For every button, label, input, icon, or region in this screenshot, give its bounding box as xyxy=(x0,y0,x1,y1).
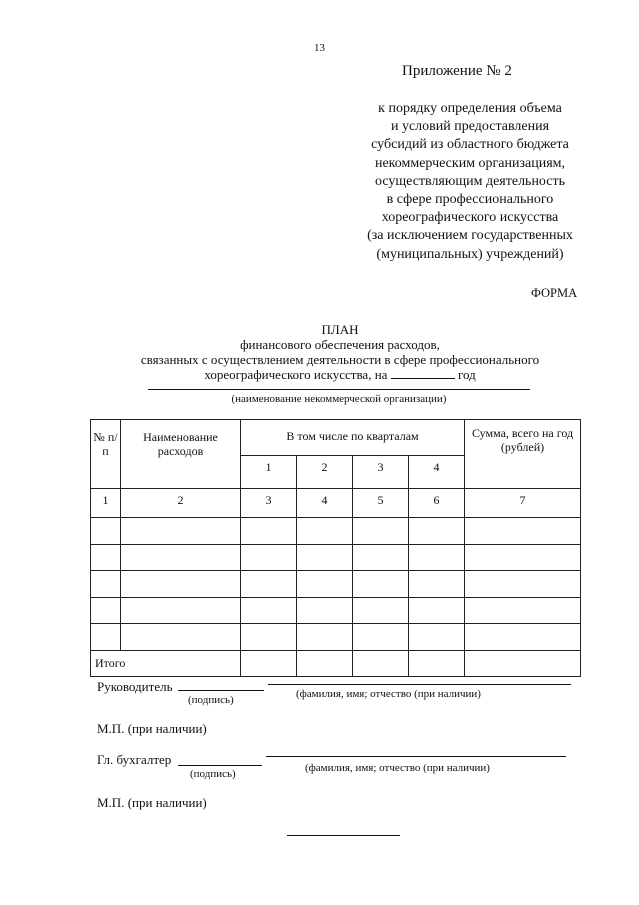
index-cell: 2 xyxy=(121,489,241,518)
total-label: Итого xyxy=(91,650,241,676)
table-cell[interactable] xyxy=(91,518,121,545)
table-cell[interactable] xyxy=(241,571,297,598)
table-cell[interactable] xyxy=(465,624,581,651)
form-label: ФОРМА xyxy=(531,286,578,300)
table-cell[interactable] xyxy=(297,624,353,651)
table-cell[interactable] xyxy=(297,544,353,571)
table-cell[interactable] xyxy=(297,597,353,624)
table-cell[interactable] xyxy=(409,571,465,598)
order-line: к порядку определения объема xyxy=(378,101,562,116)
plan-line-2: связанных с осуществлением деятельности в сфере профессионального xyxy=(140,352,540,367)
index-cell: 7 xyxy=(465,489,581,518)
table-cell[interactable] xyxy=(297,571,353,598)
organization-name-caption: (наименование некоммерческой организации) xyxy=(231,393,447,405)
table-cell[interactable] xyxy=(241,650,297,676)
table-cell[interactable] xyxy=(353,544,409,571)
accountant-name-line[interactable] xyxy=(266,756,566,757)
accountant-signature-line[interactable] xyxy=(178,765,262,766)
header-quarter-4: 4 xyxy=(409,456,465,489)
table-cell[interactable] xyxy=(91,597,121,624)
table-cell[interactable] xyxy=(465,571,581,598)
table-cell[interactable] xyxy=(353,597,409,624)
page-number: 13 xyxy=(314,42,325,54)
order-line: осуществляющим деятельность xyxy=(374,173,566,189)
header-quarter-3: 3 xyxy=(353,456,409,489)
head-signature-line[interactable] xyxy=(178,690,264,691)
table-cell[interactable] xyxy=(353,650,409,676)
head-name-caption: (фамилия, имя; отчество (при наличии) xyxy=(296,688,481,700)
order-line: (муниципальных) учреждений) xyxy=(376,246,564,262)
plan-line-3-prefix: хореографического искусства, на xyxy=(204,367,388,382)
order-line: хореографического искусства xyxy=(381,210,559,226)
header-quarter-1: 1 xyxy=(241,456,297,489)
plan-line-3 xyxy=(100,367,580,382)
table-cell[interactable] xyxy=(409,518,465,545)
header-number: № п/п xyxy=(91,420,121,489)
table-row xyxy=(91,624,581,651)
order-line: некоммерческим организациям, xyxy=(374,155,566,171)
table-cell[interactable] xyxy=(353,624,409,651)
appendix-title: Приложение № 2 xyxy=(402,63,512,79)
order-line: (за исключением государственных xyxy=(367,228,573,244)
order-reference xyxy=(320,100,620,264)
plan-title: ПЛАН xyxy=(321,322,359,337)
closing-divider xyxy=(287,835,400,836)
table-cell[interactable] xyxy=(353,518,409,545)
seal-note-2: М.П. (при наличии) xyxy=(97,795,207,810)
table-cell[interactable] xyxy=(465,544,581,571)
table-cell[interactable] xyxy=(409,544,465,571)
order-line: субсидий из областного бюджета xyxy=(371,137,569,153)
table-cell[interactable] xyxy=(91,544,121,571)
table-cell[interactable] xyxy=(465,518,581,545)
index-cell: 3 xyxy=(241,489,297,518)
header-quarters: В том числе по кварталам xyxy=(241,420,465,456)
table-cell[interactable] xyxy=(91,571,121,598)
table-cell[interactable] xyxy=(465,597,581,624)
table-cell[interactable] xyxy=(241,624,297,651)
total-row xyxy=(91,650,581,676)
table-cell[interactable] xyxy=(297,650,353,676)
index-cell: 6 xyxy=(409,489,465,518)
table-cell[interactable] xyxy=(353,571,409,598)
head-name-line[interactable] xyxy=(268,684,571,685)
table-row xyxy=(91,571,581,598)
table-cell[interactable] xyxy=(121,544,241,571)
header-expense-name: Наименование расходов xyxy=(121,420,241,489)
table-cell[interactable] xyxy=(409,624,465,651)
table-cell[interactable] xyxy=(121,571,241,598)
table-row xyxy=(91,544,581,571)
accountant-label: Гл. бухгалтер xyxy=(97,752,172,767)
table-cell[interactable] xyxy=(241,544,297,571)
table-cell[interactable] xyxy=(241,597,297,624)
accountant-signature-caption: (подпись) xyxy=(190,768,236,780)
table-cell[interactable] xyxy=(409,650,465,676)
table-cell[interactable] xyxy=(121,518,241,545)
header-quarter-2: 2 xyxy=(297,456,353,489)
index-cell: 1 xyxy=(91,489,121,518)
table-cell[interactable] xyxy=(297,518,353,545)
plan-table xyxy=(90,419,581,677)
table-cell[interactable] xyxy=(121,624,241,651)
table-cell[interactable] xyxy=(91,624,121,651)
accountant-name-caption: (фамилия, имя; отчество (при наличии) xyxy=(305,762,490,774)
order-line: и условий предоставления xyxy=(390,119,550,135)
plan-line-1: финансового обеспечения расходов, xyxy=(240,337,440,352)
table-row xyxy=(91,518,581,545)
plan-heading xyxy=(100,322,580,382)
head-label: Руководитель xyxy=(97,679,173,694)
table-cell[interactable] xyxy=(465,650,581,676)
organization-name-line[interactable] xyxy=(148,389,530,390)
table-cell[interactable] xyxy=(241,518,297,545)
header-annual-total: Сумма, всего на год (рублей) xyxy=(465,420,581,489)
order-line: в сфере профессионального xyxy=(386,192,554,208)
plan-line-3-suffix: год xyxy=(457,367,476,382)
table-cell[interactable] xyxy=(409,597,465,624)
head-signature-caption: (подпись) xyxy=(188,694,234,706)
seal-note-1: М.П. (при наличии) xyxy=(97,721,207,736)
index-cell: 5 xyxy=(353,489,409,518)
year-blank[interactable] xyxy=(391,367,455,379)
table-cell[interactable] xyxy=(121,597,241,624)
index-cell: 4 xyxy=(297,489,353,518)
table-row xyxy=(91,597,581,624)
